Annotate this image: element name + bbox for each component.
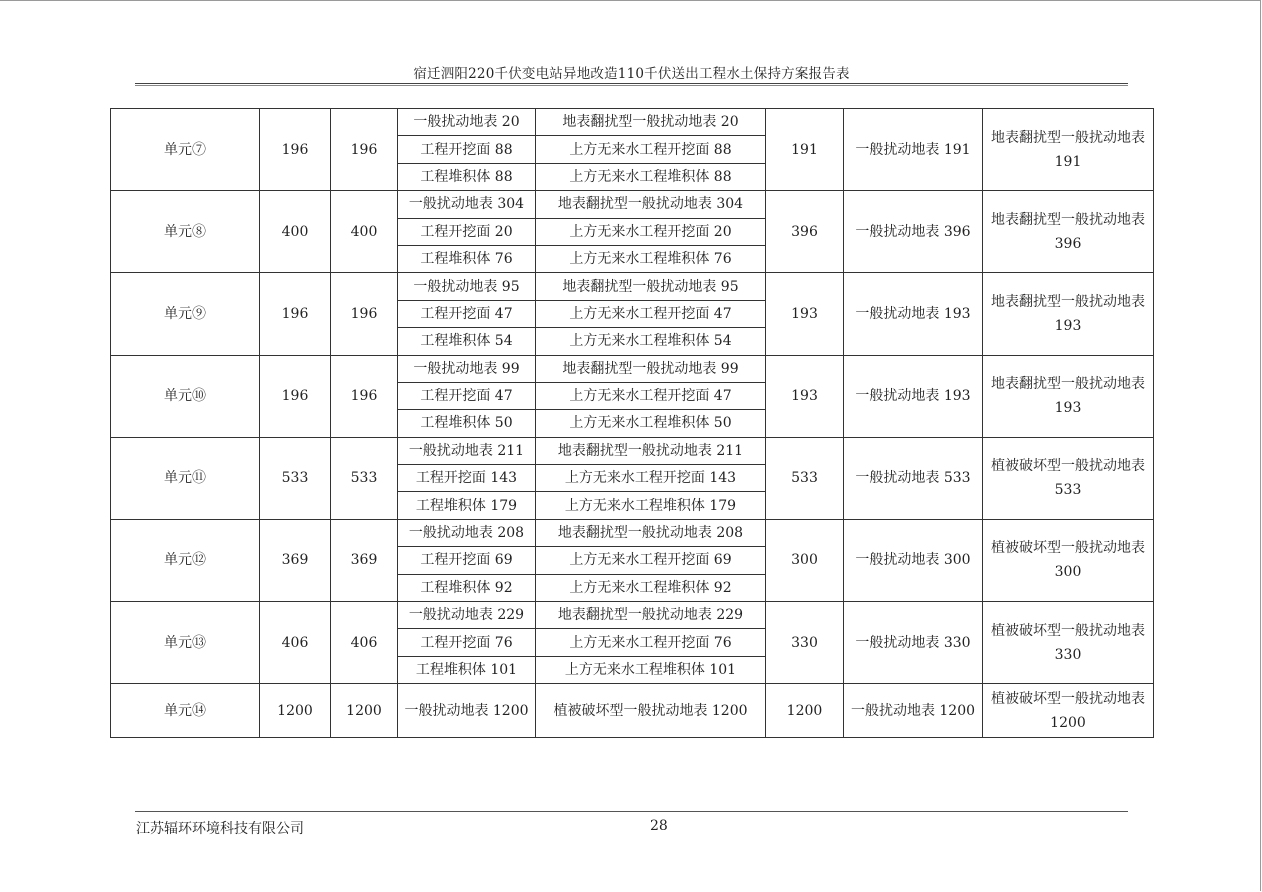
disturbance-type-cell: 工程开挖面 143: [398, 465, 536, 492]
unit-name-cell: 单元⑪: [111, 437, 260, 519]
surface-type-cell: 一般扰动地表 533: [844, 437, 983, 519]
area-value-cell: 196: [260, 109, 331, 191]
footer-company: 江苏辐环环境科技有限公司: [136, 821, 304, 837]
area-value-cell: 193: [766, 355, 844, 437]
disturbance-type-cell: 工程开挖面 20: [398, 218, 536, 245]
disturbance-type-cell: 一般扰动地表 211: [398, 437, 536, 464]
surface-category-cell: 地表翻扰型一般扰动地表 191: [983, 109, 1154, 191]
disturbance-type-cell: 工程开挖面 47: [398, 300, 536, 327]
erosion-type-cell: 上方无来水工程开挖面 47: [536, 382, 766, 409]
unit-name-cell: 单元⑬: [111, 602, 260, 684]
unit-name-cell: 单元⑫: [111, 519, 260, 601]
disturbance-type-cell: 工程堆积体 101: [398, 656, 536, 683]
area-value-cell: 533: [766, 437, 844, 519]
erosion-type-cell: 上方无来水工程开挖面 76: [536, 629, 766, 656]
header-divider: [135, 83, 1128, 86]
area-value-cell: 196: [260, 355, 331, 437]
area-value-cell: 196: [260, 273, 331, 355]
disturbance-type-cell: 工程堆积体 50: [398, 410, 536, 437]
table-row: [111, 437, 1154, 464]
surface-category-cell: 植被破坏型一般扰动地表 300: [983, 519, 1154, 601]
disturbance-type-cell: 工程堆积体 76: [398, 245, 536, 272]
table-row: [111, 519, 1154, 546]
area-value-cell: 369: [260, 519, 331, 601]
unit-name-cell: 单元⑧: [111, 191, 260, 273]
erosion-type-cell: 上方无来水工程堆积体 101: [536, 656, 766, 683]
table-row: [111, 109, 1154, 136]
erosion-type-cell: 上方无来水工程堆积体 179: [536, 492, 766, 519]
area-value-cell: 191: [766, 109, 844, 191]
page-number: 28: [650, 818, 668, 834]
area-value-cell: 406: [331, 602, 398, 684]
erosion-type-cell: 上方无来水工程堆积体 92: [536, 574, 766, 601]
area-value-cell: 196: [331, 109, 398, 191]
erosion-type-cell: 地表翻扰型一般扰动地表 304: [536, 191, 766, 218]
disturbance-type-cell: 一般扰动地表 208: [398, 519, 536, 546]
page-header-title: 宿迁泗阳220千伏变电站异地改造110千伏送出工程水土保持方案报告表: [413, 66, 850, 82]
surface-type-cell: 一般扰动地表 1200: [844, 684, 983, 738]
disturbance-type-cell: 工程开挖面 47: [398, 382, 536, 409]
report-table: [110, 108, 1154, 738]
table-row: [111, 273, 1154, 300]
surface-category-cell: 植被破坏型一般扰动地表 533: [983, 437, 1154, 519]
erosion-type-cell: 上方无来水工程开挖面 143: [536, 465, 766, 492]
erosion-type-cell: 上方无来水工程堆积体 54: [536, 328, 766, 355]
disturbance-type-cell: 一般扰动地表 304: [398, 191, 536, 218]
erosion-type-cell: 上方无来水工程堆积体 76: [536, 245, 766, 272]
disturbance-type-cell: 工程堆积体 92: [398, 574, 536, 601]
disturbance-type-cell: 一般扰动地表 229: [398, 602, 536, 629]
table-row: [111, 602, 1154, 629]
surface-type-cell: 一般扰动地表 300: [844, 519, 983, 601]
area-value-cell: 406: [260, 602, 331, 684]
disturbance-type-cell: 工程开挖面 88: [398, 136, 536, 163]
area-value-cell: 400: [260, 191, 331, 273]
erosion-type-cell: 地表翻扰型一般扰动地表 211: [536, 437, 766, 464]
erosion-type-cell: 地表翻扰型一般扰动地表 229: [536, 602, 766, 629]
disturbance-type-cell: 一般扰动地表 95: [398, 273, 536, 300]
area-value-cell: 193: [766, 273, 844, 355]
surface-type-cell: 一般扰动地表 193: [844, 355, 983, 437]
surface-type-cell: 一般扰动地表 193: [844, 273, 983, 355]
erosion-type-cell: 地表翻扰型一般扰动地表 208: [536, 519, 766, 546]
area-value-cell: 196: [331, 273, 398, 355]
area-value-cell: 1200: [331, 684, 398, 738]
area-value-cell: 330: [766, 602, 844, 684]
disturbance-type-cell: 工程开挖面 76: [398, 629, 536, 656]
surface-category-cell: 地表翻扰型一般扰动地表 396: [983, 191, 1154, 273]
area-value-cell: 533: [260, 437, 331, 519]
report-table-body: [111, 109, 1154, 738]
table-row: [111, 684, 1154, 738]
area-value-cell: 196: [331, 355, 398, 437]
erosion-type-cell: 上方无来水工程堆积体 88: [536, 163, 766, 190]
erosion-type-cell: 地表翻扰型一般扰动地表 99: [536, 355, 766, 382]
unit-name-cell: 单元⑦: [111, 109, 260, 191]
erosion-type-cell: 植被破坏型一般扰动地表 1200: [536, 684, 766, 738]
area-value-cell: 300: [766, 519, 844, 601]
disturbance-type-cell: 一般扰动地表 20: [398, 109, 536, 136]
area-value-cell: 396: [766, 191, 844, 273]
surface-category-cell: 植被破坏型一般扰动地表 1200: [983, 684, 1154, 738]
disturbance-type-cell: 工程堆积体 88: [398, 163, 536, 190]
area-value-cell: 1200: [766, 684, 844, 738]
erosion-type-cell: 地表翻扰型一般扰动地表 95: [536, 273, 766, 300]
erosion-type-cell: 上方无来水工程开挖面 88: [536, 136, 766, 163]
unit-name-cell: 单元⑨: [111, 273, 260, 355]
erosion-type-cell: 上方无来水工程开挖面 47: [536, 300, 766, 327]
surface-category-cell: 植被破坏型一般扰动地表 330: [983, 602, 1154, 684]
disturbance-type-cell: 一般扰动地表 99: [398, 355, 536, 382]
erosion-type-cell: 上方无来水工程堆积体 50: [536, 410, 766, 437]
unit-name-cell: 单元⑭: [111, 684, 260, 738]
disturbance-type-cell: 工程堆积体 179: [398, 492, 536, 519]
area-value-cell: 1200: [260, 684, 331, 738]
footer-divider: [135, 811, 1128, 812]
disturbance-type-cell: 工程堆积体 54: [398, 328, 536, 355]
area-value-cell: 400: [331, 191, 398, 273]
erosion-type-cell: 上方无来水工程开挖面 69: [536, 547, 766, 574]
disturbance-type-cell: 工程开挖面 69: [398, 547, 536, 574]
surface-type-cell: 一般扰动地表 191: [844, 109, 983, 191]
surface-category-cell: 地表翻扰型一般扰动地表 193: [983, 355, 1154, 437]
surface-type-cell: 一般扰动地表 330: [844, 602, 983, 684]
erosion-type-cell: 上方无来水工程开挖面 20: [536, 218, 766, 245]
surface-type-cell: 一般扰动地表 396: [844, 191, 983, 273]
unit-name-cell: 单元⑩: [111, 355, 260, 437]
table-row: [111, 191, 1154, 218]
surface-category-cell: 地表翻扰型一般扰动地表 193: [983, 273, 1154, 355]
area-value-cell: 533: [331, 437, 398, 519]
area-value-cell: 369: [331, 519, 398, 601]
erosion-type-cell: 地表翻扰型一般扰动地表 20: [536, 109, 766, 136]
disturbance-type-cell: 一般扰动地表 1200: [398, 684, 536, 738]
table-row: [111, 355, 1154, 382]
